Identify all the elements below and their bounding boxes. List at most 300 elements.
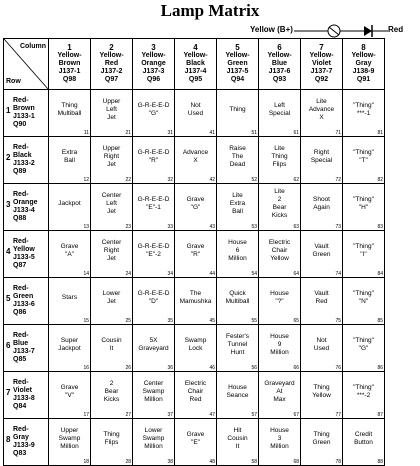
lamp-number: 62 bbox=[293, 177, 299, 183]
lamp-name-line: Million bbox=[144, 443, 163, 450]
lamp-name-line: "T" bbox=[359, 157, 368, 164]
column-header-line: Red bbox=[104, 60, 119, 67]
lamp-number: 16 bbox=[83, 365, 89, 371]
lamp-name-line: Kicks bbox=[103, 396, 120, 403]
lamp-name bbox=[259, 239, 300, 269]
lamp-name-line: "Thing" bbox=[353, 384, 374, 391]
column-header-line: Yellow- bbox=[141, 52, 166, 59]
row-header-3 bbox=[4, 184, 49, 231]
legend-left-label: Yellow (B+) bbox=[250, 25, 293, 34]
lamp-cell bbox=[175, 137, 217, 184]
lamp-name-line: Swamp bbox=[142, 388, 165, 395]
lamp-name bbox=[133, 102, 174, 124]
column-header-4 bbox=[175, 39, 217, 90]
column-header-line: J137-5 bbox=[226, 68, 249, 75]
lamp-name bbox=[133, 290, 174, 312]
lamp-name-line: "?" bbox=[275, 298, 284, 305]
legend-right-label: Red bbox=[388, 25, 404, 34]
column-header-line: Violet bbox=[312, 60, 331, 67]
lamp-name-line: 6 bbox=[235, 247, 240, 254]
lamp-number: 73 bbox=[335, 224, 341, 230]
lamp-name bbox=[301, 290, 342, 312]
row-header-line: Q89 bbox=[13, 168, 27, 175]
lamp-name-line: X bbox=[193, 157, 198, 164]
lamp-cell bbox=[133, 325, 175, 372]
lamp-number: 34 bbox=[167, 271, 173, 277]
lamp-cell bbox=[343, 372, 385, 419]
lamp-name-line: The bbox=[231, 153, 244, 160]
lamp-cell bbox=[175, 90, 217, 137]
matrix-row bbox=[4, 231, 385, 278]
lamp-cell bbox=[343, 90, 385, 137]
lamp-name-line: House bbox=[228, 239, 247, 246]
lamp-name bbox=[217, 333, 258, 363]
lamp-name bbox=[301, 337, 342, 359]
lamp-name-line: Ball bbox=[64, 157, 75, 164]
row-number: 3 bbox=[6, 200, 11, 209]
lamp-cell bbox=[259, 137, 301, 184]
lamp-cell bbox=[133, 231, 175, 278]
row-header-line: Q86 bbox=[13, 309, 27, 316]
lamp-name bbox=[49, 337, 90, 359]
lamp-name bbox=[133, 337, 174, 359]
lamp-name bbox=[301, 384, 342, 406]
row-header-line: Red- bbox=[13, 332, 29, 339]
column-header-line: J137-7 bbox=[310, 68, 333, 75]
row-header-line: Violet bbox=[13, 387, 32, 394]
row-axis-label: Row bbox=[6, 78, 21, 85]
lamp-name-line: Again bbox=[313, 204, 330, 211]
lamp-name-line: Quick bbox=[229, 290, 246, 297]
lamp-name-line: Green bbox=[312, 251, 331, 258]
lamp-number: 42 bbox=[209, 177, 215, 183]
column-header-line: Yellow- bbox=[99, 52, 124, 59]
lamp-name-line: Thing bbox=[103, 431, 120, 438]
row-header-line: J133-6 bbox=[13, 301, 35, 308]
lamp-name bbox=[175, 431, 216, 453]
lamp-name-line: "E" bbox=[191, 439, 200, 446]
column-number: 7 bbox=[319, 43, 324, 52]
lamp-number: 86 bbox=[377, 365, 383, 371]
column-number: 1 bbox=[67, 43, 72, 52]
row-header-line: J133-8 bbox=[13, 395, 35, 402]
lamp-cell bbox=[175, 231, 217, 278]
lamp-name-line: G-R-E-E-D bbox=[137, 149, 170, 156]
lamp-name bbox=[175, 290, 216, 312]
lamp-name-line: Hunt bbox=[230, 349, 245, 356]
lamp-cell bbox=[133, 372, 175, 419]
row-header-line: Green bbox=[13, 293, 34, 300]
lamp-name-line: Mamushka bbox=[179, 298, 212, 305]
lamp-number: 27 bbox=[125, 412, 131, 418]
lamp-name bbox=[259, 333, 300, 363]
lamp-name-line: Jet bbox=[107, 208, 116, 215]
lamp-number: 45 bbox=[209, 318, 215, 324]
lamp-name-line: "G" bbox=[148, 110, 159, 117]
lamp-name-line: Seance bbox=[226, 392, 249, 399]
lamp-name-line: Center bbox=[101, 239, 122, 246]
lamp-cell bbox=[217, 278, 259, 325]
lamp-name-line: At bbox=[276, 388, 283, 395]
lamp-name bbox=[91, 192, 132, 222]
row-header-line: J133-7 bbox=[13, 348, 35, 355]
lamp-name-line: Swamp bbox=[142, 435, 165, 442]
lamp-number: 14 bbox=[83, 271, 89, 277]
lamp-name-line: Grave bbox=[186, 243, 205, 250]
lamp-name bbox=[91, 337, 132, 359]
column-header-line: Q98 bbox=[62, 76, 77, 83]
lamp-cell bbox=[301, 184, 343, 231]
column-number: 2 bbox=[109, 43, 114, 52]
lamp-name-line: Not bbox=[190, 102, 201, 109]
lamp-name-line: "E"-1 bbox=[146, 204, 161, 211]
lamp-name-line: "Thing" bbox=[353, 243, 374, 250]
column-header-line: Q93 bbox=[272, 76, 287, 83]
lamp-number: 72 bbox=[335, 177, 341, 183]
row-header-line: J133-4 bbox=[13, 207, 35, 214]
row-number: 4 bbox=[6, 247, 11, 256]
lamp-name-line: "R" bbox=[148, 157, 159, 164]
column-header-line: Yellow- bbox=[57, 52, 82, 59]
lamp-name bbox=[175, 149, 216, 171]
lamp-name-line: Extra bbox=[61, 149, 78, 156]
lamp-name-line: Electric bbox=[268, 239, 291, 246]
header-row bbox=[4, 39, 385, 90]
lamp-name-line: Graveyard bbox=[264, 380, 295, 387]
lamp-number: 54 bbox=[251, 271, 257, 277]
lamp-cell bbox=[49, 372, 91, 419]
lamp-name bbox=[343, 337, 384, 359]
lamp-number: 15 bbox=[83, 318, 89, 324]
lamp-name-line: Lock bbox=[188, 345, 203, 352]
lamp-name-line: G-R-E-E-D bbox=[137, 290, 170, 297]
lamp-name-line: "G" bbox=[190, 204, 201, 211]
lamp-number: 47 bbox=[209, 412, 215, 418]
lamp-cell bbox=[175, 372, 217, 419]
row-header-line: Red- bbox=[13, 97, 29, 104]
lamp-name-line: Fester's bbox=[226, 333, 249, 340]
lamp-name-line: Multiball bbox=[225, 298, 250, 305]
lamp-name-line: Lite bbox=[274, 188, 285, 195]
lamp-name-line: Special bbox=[310, 157, 333, 164]
lamp-name-line: Advance bbox=[182, 149, 209, 156]
column-header-line: J138-9 bbox=[352, 68, 375, 75]
lamp-name-line: Left bbox=[106, 106, 117, 113]
lamp-name-line: Extra bbox=[229, 200, 246, 207]
lamp-cell bbox=[259, 184, 301, 231]
lamp-name bbox=[49, 294, 90, 308]
lamp-name-line: Left bbox=[106, 200, 117, 207]
lamp-name-line: Center bbox=[101, 192, 122, 199]
lamp-name-line: Super bbox=[60, 337, 79, 344]
column-header-line: Yellow- bbox=[309, 52, 334, 59]
lamp-cell bbox=[217, 137, 259, 184]
lamp-cell bbox=[259, 372, 301, 419]
lamp-number: 18 bbox=[83, 459, 89, 465]
column-header-line: Q94 bbox=[230, 76, 245, 83]
lamp-name-line: Yellow bbox=[270, 255, 289, 262]
lamp-name bbox=[217, 192, 258, 222]
row-header-6 bbox=[4, 325, 49, 372]
lamp-name-line: Swamp bbox=[58, 435, 81, 442]
lamp-name bbox=[217, 239, 258, 269]
row-header-1 bbox=[4, 90, 49, 137]
matrix-row bbox=[4, 372, 385, 419]
lamp-cell bbox=[49, 184, 91, 231]
lamp-name bbox=[175, 196, 216, 218]
row-header-line: Brown bbox=[13, 105, 35, 112]
lamp-cell bbox=[49, 90, 91, 137]
lamp-name-line: Thing bbox=[229, 106, 246, 113]
column-header-2 bbox=[91, 39, 133, 90]
row-header-line: Gray bbox=[13, 434, 29, 441]
lamp-name-line: It bbox=[109, 345, 114, 352]
lamp-name-line: "Thing" bbox=[353, 149, 374, 156]
lamp-number: 44 bbox=[209, 271, 215, 277]
lamp-name-line: Flips bbox=[104, 439, 119, 446]
lamp-cell bbox=[91, 90, 133, 137]
lamp-name-line: Raise bbox=[229, 145, 246, 152]
lamp-cell bbox=[133, 184, 175, 231]
lamp-name bbox=[259, 188, 300, 226]
lamp-number: 74 bbox=[335, 271, 341, 277]
lamp-cell bbox=[49, 231, 91, 278]
lamp-name bbox=[133, 149, 174, 171]
lamp-name-line: House bbox=[228, 384, 247, 391]
lamp-number: 58 bbox=[251, 459, 257, 465]
column-header-line: J137-2 bbox=[100, 68, 123, 75]
column-header-line: J137-6 bbox=[268, 68, 291, 75]
lamp-name bbox=[301, 149, 342, 171]
lamp-name-line: Upper bbox=[102, 98, 121, 105]
lamp-cell bbox=[301, 419, 343, 466]
lamp-name-line: Electric bbox=[184, 380, 207, 387]
column-header-line: J137-4 bbox=[184, 68, 207, 75]
lamp-number: 12 bbox=[83, 177, 89, 183]
lamp-name-line: Cousin bbox=[227, 435, 248, 442]
lamp-cell bbox=[301, 278, 343, 325]
lamp-name-line: 2 bbox=[109, 380, 114, 387]
matrix-body bbox=[4, 90, 385, 466]
lamp-name-line: G-R-E-E-D bbox=[137, 196, 170, 203]
lamp-name-line: It bbox=[235, 443, 240, 450]
lamp-name-line: Cousin bbox=[101, 337, 122, 344]
column-header-line: Green bbox=[227, 60, 248, 67]
lamp-name-line: "R" bbox=[190, 251, 201, 258]
lamp-name-line: Dead bbox=[229, 161, 246, 168]
row-header-line: Q84 bbox=[13, 403, 27, 410]
lamp-name-line: Grave bbox=[60, 243, 79, 250]
lamp-cell bbox=[343, 325, 385, 372]
lamp-name-line: Swamp bbox=[184, 337, 207, 344]
lamp-name bbox=[133, 196, 174, 218]
column-number: 6 bbox=[277, 43, 282, 52]
lamp-number: 21 bbox=[125, 130, 131, 136]
lamp-name-line: Kicks bbox=[271, 212, 288, 219]
lamp-number: 38 bbox=[167, 459, 173, 465]
lamp-number: 25 bbox=[125, 318, 131, 324]
row-header-line: Red- bbox=[13, 238, 29, 245]
lamp-cell bbox=[343, 419, 385, 466]
lamp-cell bbox=[91, 184, 133, 231]
lamp-number: 36 bbox=[167, 365, 173, 371]
lamp-name-line: Shoot bbox=[313, 196, 330, 203]
lamp-name-line: Chair bbox=[271, 247, 288, 254]
lamp-name bbox=[301, 196, 342, 218]
lamp-name bbox=[259, 380, 300, 410]
lamp-name-line: Vault bbox=[314, 243, 329, 250]
row-header-4 bbox=[4, 231, 49, 278]
lamp-number: 63 bbox=[293, 224, 299, 230]
lamp-number: 57 bbox=[251, 412, 257, 418]
lamp-name bbox=[49, 102, 90, 124]
lamp-cell bbox=[301, 231, 343, 278]
lamp-name-line: Ball bbox=[232, 208, 243, 215]
lamp-name bbox=[175, 243, 216, 265]
lamp-name bbox=[343, 196, 384, 218]
lamp-name bbox=[91, 380, 132, 410]
lamp-cell bbox=[343, 137, 385, 184]
lamp-name-line: Bear bbox=[104, 388, 119, 395]
lamp-cell bbox=[133, 278, 175, 325]
lamp-cell bbox=[49, 325, 91, 372]
column-axis-label: Column bbox=[19, 43, 46, 50]
lamp-cell bbox=[91, 231, 133, 278]
lamp-name bbox=[217, 384, 258, 406]
lamp-name bbox=[91, 290, 132, 312]
lamp-number: 24 bbox=[125, 271, 131, 277]
lamp-cell bbox=[343, 184, 385, 231]
lamp-number: 55 bbox=[251, 318, 257, 324]
lamp-cell bbox=[91, 372, 133, 419]
lamp-name-line: House bbox=[270, 290, 289, 297]
lamp-name-line: Lower bbox=[144, 427, 163, 434]
column-number: 4 bbox=[193, 43, 198, 52]
lamp-number: 87 bbox=[377, 412, 383, 418]
lamp-name-line: House bbox=[270, 333, 289, 340]
lamp-number: 66 bbox=[293, 365, 299, 371]
lamp-name bbox=[175, 337, 216, 359]
row-header-line: Q90 bbox=[13, 121, 27, 128]
lamp-number: 52 bbox=[251, 177, 257, 183]
lamp-name bbox=[91, 98, 132, 128]
lamp-name-line: Lower bbox=[102, 290, 121, 297]
lamp-name-line: Used bbox=[313, 345, 330, 352]
column-header-line: J137-1 bbox=[58, 68, 81, 75]
lamp-name-line: Hit bbox=[233, 427, 242, 434]
lamp-name bbox=[133, 427, 174, 457]
lamp-cell bbox=[259, 419, 301, 466]
lamp-name-line: Jet bbox=[107, 161, 116, 168]
row-header-line: Red- bbox=[13, 426, 29, 433]
lamp-number: 31 bbox=[167, 130, 173, 136]
lamp-name bbox=[259, 290, 300, 312]
lamp-number: 85 bbox=[377, 318, 383, 324]
column-header-line: Black bbox=[186, 60, 205, 67]
matrix-row bbox=[4, 325, 385, 372]
lamp-name-line: Not bbox=[316, 337, 327, 344]
lamp-cell bbox=[259, 90, 301, 137]
lamp-name-line: Graveyard bbox=[138, 345, 169, 352]
lamp-cell bbox=[49, 419, 91, 466]
lamp-name bbox=[49, 384, 90, 406]
lamp-cell bbox=[133, 137, 175, 184]
lamp-name-line: Right bbox=[103, 247, 120, 254]
column-header-3 bbox=[133, 39, 175, 90]
column-header-5 bbox=[217, 39, 259, 90]
lamp-number: 26 bbox=[125, 365, 131, 371]
lamp-name bbox=[49, 200, 90, 214]
lamp-name-line: "V" bbox=[65, 392, 74, 399]
lamp-number: 88 bbox=[377, 459, 383, 465]
lamp-name bbox=[91, 145, 132, 175]
lamp-cell bbox=[301, 137, 343, 184]
lamp-name bbox=[343, 149, 384, 171]
lamp-number: 64 bbox=[293, 271, 299, 277]
matrix-row bbox=[4, 419, 385, 466]
column-header-line: Q96 bbox=[146, 76, 161, 83]
lamp-name bbox=[301, 243, 342, 265]
lamp-name-line: Thing bbox=[271, 153, 288, 160]
lamp-name-line: Jet bbox=[107, 298, 116, 305]
lamp-number: 13 bbox=[83, 224, 89, 230]
row-header-line: Q87 bbox=[13, 262, 27, 269]
column-header-line: Yellow- bbox=[225, 52, 250, 59]
lamp-name-line: Max bbox=[273, 396, 286, 403]
lamp-name-line: Million bbox=[144, 396, 163, 403]
lamp-number: 32 bbox=[167, 177, 173, 183]
column-header-6 bbox=[259, 39, 301, 90]
lamp-number: 76 bbox=[335, 365, 341, 371]
row-header-line: Yellow bbox=[13, 246, 35, 253]
lamp-name-line: "Thing" bbox=[353, 102, 374, 109]
lamp-name-line: Grave bbox=[60, 384, 79, 391]
lamp-name-line: Thing bbox=[313, 384, 330, 391]
lamp-name-line: Thing bbox=[61, 102, 78, 109]
lamp-number: 22 bbox=[125, 177, 131, 183]
row-header-line: J133-9 bbox=[13, 442, 35, 449]
lamp-name-line: Button bbox=[354, 439, 373, 446]
row-header-line: Orange bbox=[13, 199, 38, 206]
lamp-number: 75 bbox=[335, 318, 341, 324]
lamp-name bbox=[217, 290, 258, 312]
row-header-line: Red- bbox=[13, 191, 29, 198]
lamp-cell bbox=[133, 419, 175, 466]
lamp-name-line: Right bbox=[313, 149, 330, 156]
lamp-cell bbox=[217, 419, 259, 466]
lamp-cell bbox=[343, 278, 385, 325]
row-header-line: J133-1 bbox=[13, 113, 35, 120]
lamp-cell bbox=[259, 278, 301, 325]
column-header-line: Q91 bbox=[356, 76, 371, 83]
column-header-line: Brown bbox=[58, 60, 81, 67]
lamp-name-line: Million bbox=[60, 443, 79, 450]
lamp-cell bbox=[217, 231, 259, 278]
lamp-name bbox=[301, 431, 342, 453]
lamp-name bbox=[343, 384, 384, 406]
lamp-name bbox=[217, 427, 258, 457]
lamp-name-line: Center bbox=[143, 380, 164, 387]
lamp-number: 61 bbox=[293, 130, 299, 136]
lamp-name-line: 3 bbox=[277, 435, 282, 442]
row-header-8 bbox=[4, 419, 49, 466]
column-header-line: Yellow- bbox=[183, 52, 208, 59]
lamp-cell bbox=[91, 325, 133, 372]
lamp-cell bbox=[175, 419, 217, 466]
lamp-name-line: "Thing" bbox=[353, 337, 374, 344]
lamp-name bbox=[175, 102, 216, 124]
column-number: 5 bbox=[235, 43, 240, 52]
